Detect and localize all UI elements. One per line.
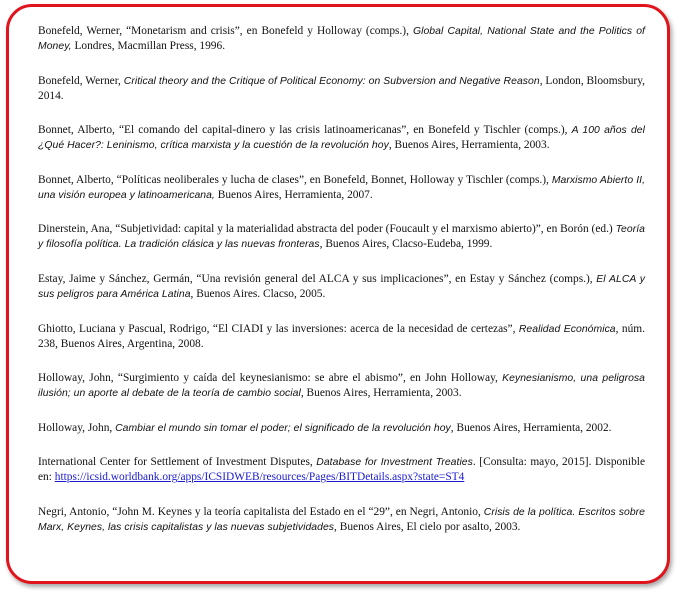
reference-author-text: Estay, Jaime y Sánchez, Germán, “Una revisión general del ALCA y sus implicaciones”, en Estay y Sánchez (comps.), xyxy=(38,272,597,285)
reference-publication-text: , Buenos Aires, El cielo por asalto, 2003. xyxy=(334,520,521,533)
reference-publication-text: , London, Bloomsbury, 2014. xyxy=(38,74,645,102)
reference-title: Database for Investment Treaties xyxy=(316,457,473,469)
reference-author-text: Dinerstein, Ana, “Subjetividad: capital y la materialidad abstracta del poder (Foucault y el marxismo abierto)”, en Borón (ed.) xyxy=(38,223,616,236)
reference-entry xyxy=(38,505,645,535)
reference-author-text: Holloway, John, “Surgimiento y caída del keynesianismo: se abre el abismo”, en John Holloway, xyxy=(38,372,503,385)
reference-author-text: Bonnet, Alberto, “Políticas neoliberales y lucha de clases”, en Bonefeld, Bonnet, Holloway y Tischler (comps.), xyxy=(38,173,552,186)
reference-publication-text: , núm. 238, Buenos Aires, Argentina, 2008. xyxy=(38,322,645,350)
reference-title: Critical theory and the Critique of Political Economy: on Subversion and Negative Reason xyxy=(123,75,540,87)
reference-entry xyxy=(38,455,645,485)
icsid-link[interactable]: https://icsid.worldbank.org/apps/ICSIDWEB/resources/Pages/BITDetails.aspx?state=ST4 xyxy=(54,471,465,484)
reference-publication-text: Londres, Macmillan Press, 1996. xyxy=(71,40,226,52)
reference-list xyxy=(38,24,645,555)
reference-author-text: Bonnet, Alberto, “El comando del capital-dinero y las crisis latinoamericanas”, en Bonefeld y Tischler (comps.), xyxy=(38,124,572,137)
reference-author-text: Negri, Antonio, “John M. Keynes y la teoría capitalista del Estado en el “29”, en Negri, Antonio, xyxy=(38,505,484,518)
reference-publication-text: Buenos Aires, Herramienta, 2007. xyxy=(214,188,373,201)
reference-title: Cambiar el mundo sin tomar el poder; el significado de la revolución hoy xyxy=(115,422,451,434)
reference-publication-text: . [Consulta: mayo, 2015]. Disponible en: xyxy=(38,456,646,484)
reference-entry xyxy=(38,24,645,54)
reference-title: Global Capital, National State and the Politics of Money, xyxy=(38,26,645,52)
reference-entry xyxy=(38,322,645,352)
reference-entry xyxy=(38,173,645,203)
reference-publication-text: , Buenos Aires, Herramienta, 2003. xyxy=(300,387,462,400)
reference-title: Crisis de la política. Escritos sobre Marx, Keynes, las crisis capitalistas y las nuevas subjetividades xyxy=(38,506,645,533)
reference-title: Keynesianismo, una peligrosa ilusión; un aporte al debate de la teoría de cambio social xyxy=(38,373,645,400)
reference-entry xyxy=(38,421,645,436)
reference-title: El ALCA y sus peligros para América Latina xyxy=(38,273,645,300)
reference-author-text: Holloway, John, xyxy=(38,421,116,434)
reference-author-text: Ghiotto, Luciana y Pascual, Rodrigo, “El CIADI y las inversiones: acerca de la necesidad de certezas”, xyxy=(38,322,519,335)
reference-author-text: Bonefeld, Werner, “Monetarism and crisis”, en Bonefeld y Holloway (comps.), xyxy=(38,25,413,37)
reference-entry xyxy=(38,272,645,302)
reference-title: Teoría y filosofía política. La tradición clásica y las nuevas fronteras xyxy=(38,224,645,251)
reference-title: Marxismo Abierto II, una visión europea y latinoamericana, xyxy=(38,174,646,201)
reference-author-text: International Center for Settlement of Investment Disputes, xyxy=(38,456,317,469)
reference-title: A 100 años del ¿Qué Hacer?: Leninismo, crítica marxista y la cuestión de la revolución hoy xyxy=(38,125,645,152)
reference-publication-text: , Buenos Aires. Clacso, 2005. xyxy=(190,287,326,300)
reference-entry xyxy=(38,371,645,401)
reference-author-text: Bonefeld, Werner, xyxy=(38,74,124,87)
reference-title: Realidad Económica xyxy=(518,323,616,335)
reference-publication-text: , Buenos Aires, Clacso-Eudeba, 1999. xyxy=(319,238,493,251)
reference-entry xyxy=(38,74,645,104)
reference-publication-text: , Buenos Aires, Herramienta, 2002. xyxy=(450,421,612,434)
reference-entry xyxy=(38,222,645,252)
reference-entry xyxy=(38,123,645,153)
reference-publication-text: , Buenos Aires, Herramienta, 2003. xyxy=(388,139,550,152)
